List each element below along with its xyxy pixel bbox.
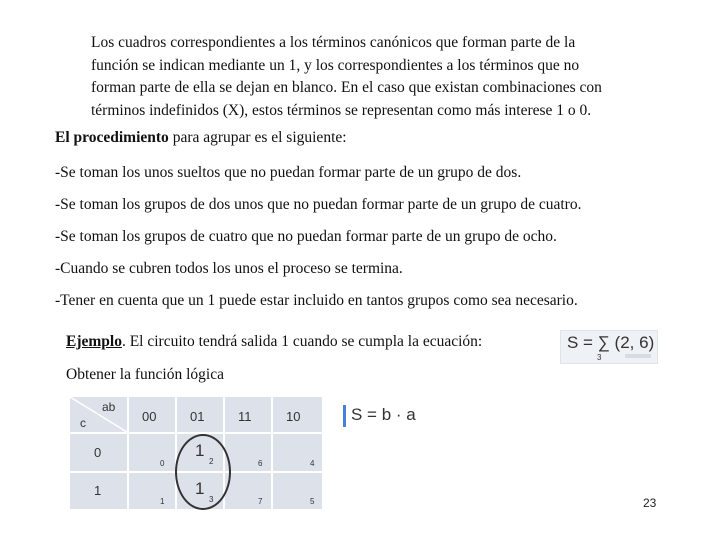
row-header: 0 (94, 445, 102, 460)
col-header: 11 (238, 409, 252, 424)
step-4: -Cuando se cubren todos los unos el proceso se termina. (55, 260, 403, 277)
result-image (343, 405, 423, 429)
kmap-cell-index: 1 (160, 497, 165, 506)
step-5: -Tener en cuenta que un 1 puede estar incluido en tantos grupos como sea necesario. (55, 292, 578, 309)
intro-line: Los cuadros correspondientes a los términos canónicos que forman parte de la (91, 34, 576, 51)
group-ring (175, 434, 231, 510)
intro-line: términos indefinidos (X), estos términos se representan como más interese 1 o 0. (91, 101, 592, 119)
kmap-cell-value: 1 (195, 441, 205, 460)
equation-image (560, 330, 658, 364)
karnaugh-map (70, 397, 322, 509)
equation: S = ∑ (2, 6) (567, 333, 655, 352)
kmap-cell-index: 4 (310, 459, 315, 468)
sigma-subscript: 3 (597, 353, 602, 362)
kmap-cell-value: 1 (195, 479, 205, 498)
result-accent-bar (343, 405, 346, 427)
kmap-cell-index: 2 (209, 457, 214, 466)
kmap-cell-index: 7 (258, 497, 263, 506)
step-1: -Se toman los unos sueltos que no puedan formar parte de un grupo de dos. (55, 164, 522, 181)
procedure-heading: El procedimiento (55, 129, 169, 146)
task-line: Obtener la función lógica (66, 366, 224, 383)
kmap-cell-index: 0 (160, 459, 165, 468)
page-number: 23 (643, 496, 657, 510)
kmap-cell-index: 5 (310, 497, 315, 506)
row-header: 1 (94, 483, 102, 498)
intro-line: forman parte de ella se dejan en blanco. En el caso que existan combinaciones con (91, 79, 602, 96)
col-header: 00 (142, 409, 157, 424)
example-label: Ejemplo (66, 333, 122, 350)
kmap-cell-index: 6 (258, 459, 263, 468)
intro-paragraph (91, 32, 691, 122)
example-text: . El circuito tendrá salida 1 cuando se cumpla la ecuación: (121, 333, 483, 350)
procedure-text: para agrupar es el siguiente: (168, 129, 347, 146)
kmap-cell-index: 3 (209, 495, 214, 504)
result-equation: S = b · a (351, 405, 416, 424)
step-2: -Se toman los grupos de dos unos que no puedan formar parte de un grupo de cuatro. (55, 196, 582, 213)
step-3: -Se toman los grupos de cuatro que no puedan formar parte de un grupo de ocho. (55, 228, 557, 245)
kmap-corner-ab: ab (102, 400, 116, 414)
kmap-corner-c: c (80, 416, 86, 430)
intro-line: función se indican mediante un 1, y los correspondientes a los términos que no (91, 56, 580, 74)
procedure-line (55, 129, 347, 147)
col-header: 10 (286, 409, 301, 424)
example-line (66, 333, 482, 351)
equation-underline (625, 354, 651, 358)
corner-diagonal (70, 397, 128, 433)
col-header: 01 (190, 409, 205, 424)
